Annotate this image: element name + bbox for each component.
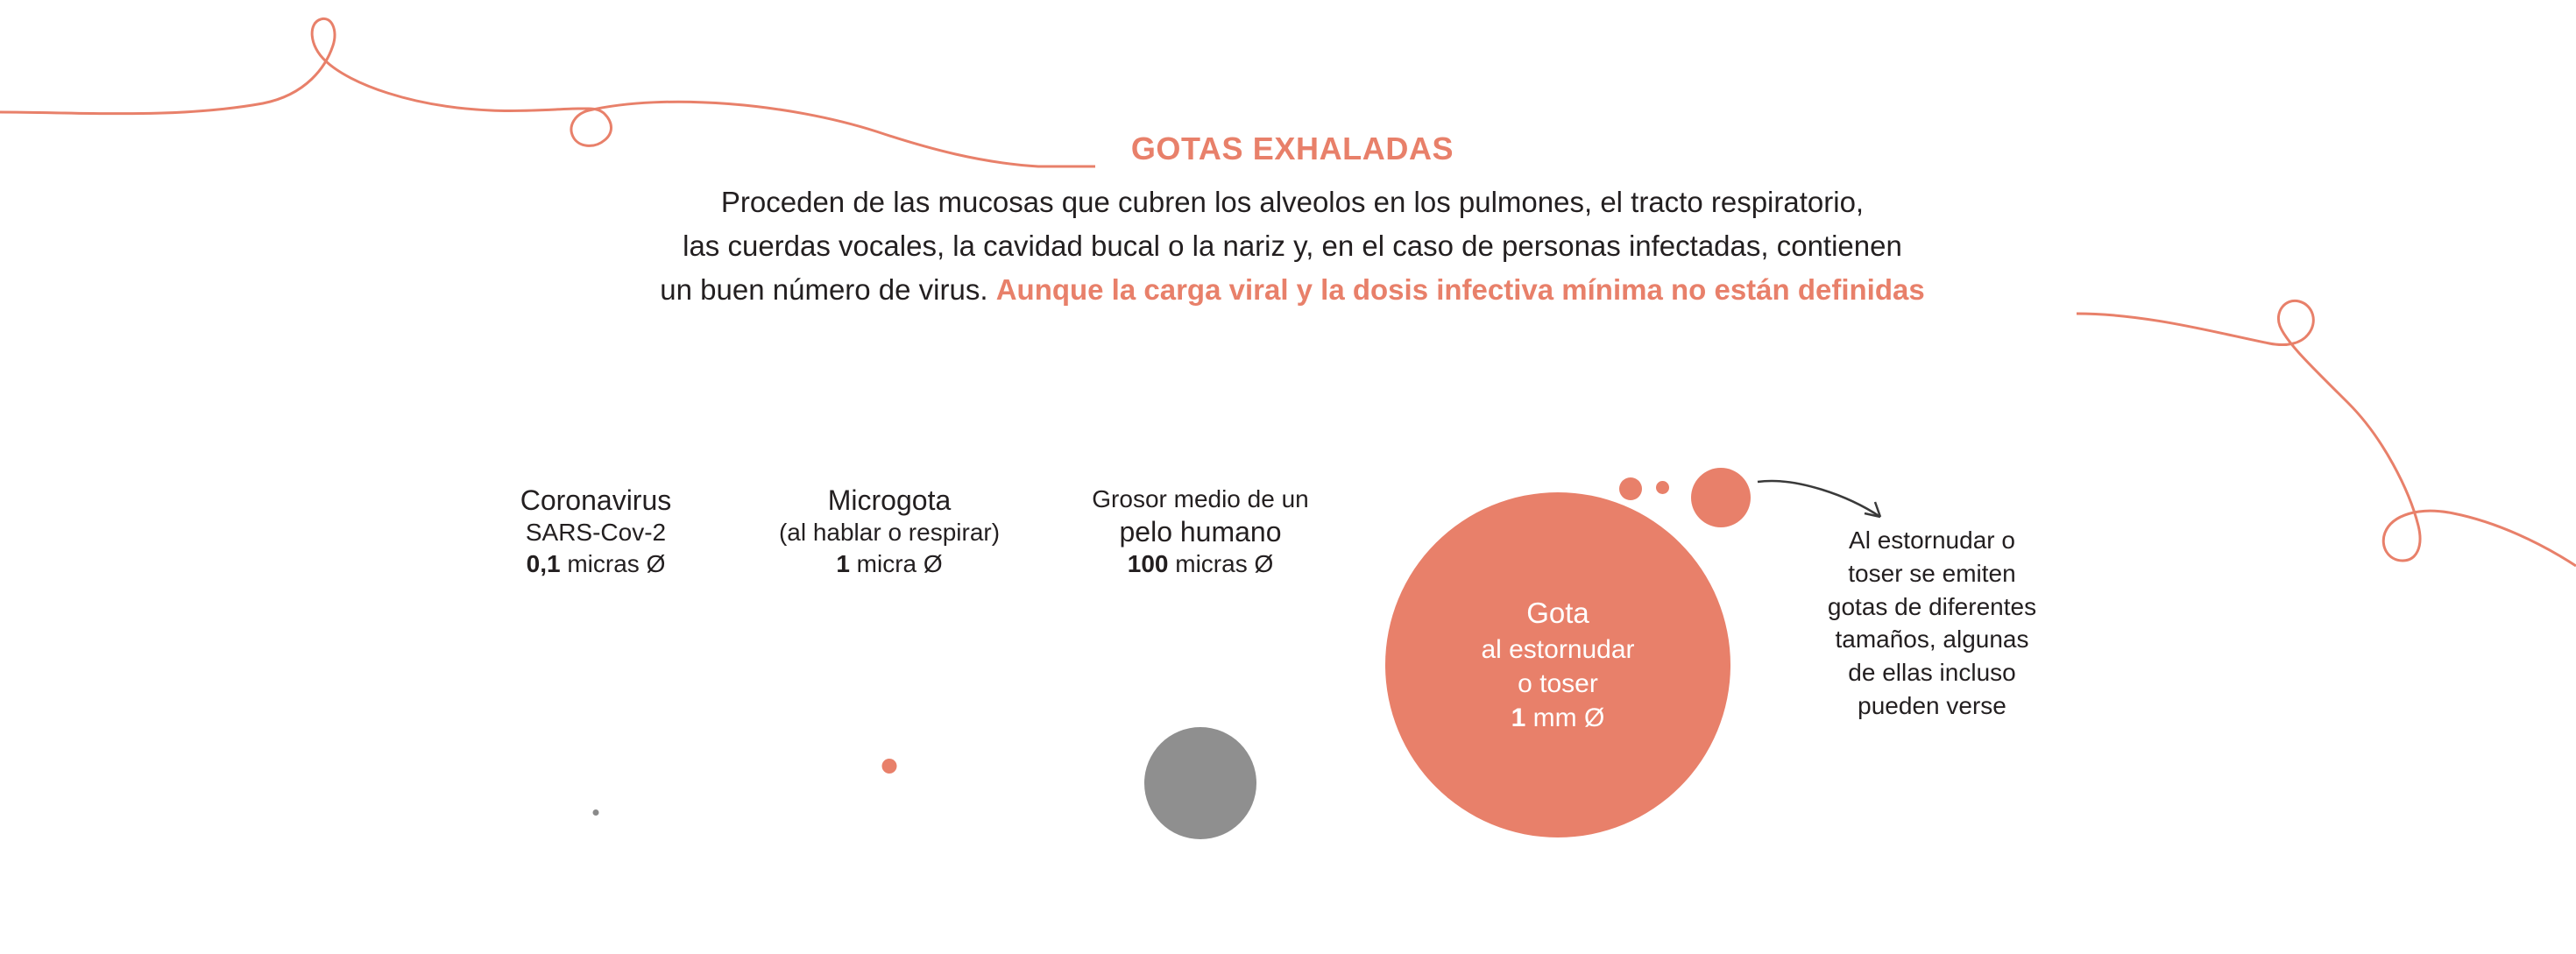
coronavirus-title: Coronavirus — [520, 484, 672, 516]
gota-size — [1481, 701, 1634, 735]
gota-size-unit: mm Ø — [1525, 703, 1605, 732]
gota-label-line-2: al estornudar — [1481, 634, 1635, 664]
intro-line-1: Proceden de las mucosas que cubren los alveolos en los pulmones, el tracto respiratorio, — [720, 185, 1865, 218]
annotation-line-3: gotas de diferentes — [1827, 592, 2037, 620]
annotation-text — [1770, 524, 2094, 723]
coronavirus-size-unit: micras Ø — [560, 550, 666, 578]
microgota-title: Microgota — [827, 484, 952, 516]
pelo-size — [1043, 548, 1358, 580]
coronavirus-subtitle: SARS-Cov-2 — [525, 519, 667, 547]
gota-label-line-1: Gota — [1526, 597, 1589, 630]
gota-pequena-mini-circle — [1656, 481, 1669, 494]
annotation-line-6: pueden verse — [1858, 691, 2006, 719]
header-block — [447, 131, 2138, 312]
microgota-dot-wrap — [718, 580, 1060, 755]
annotation-line-2: toser se emiten — [1848, 559, 2016, 587]
gota-label — [1481, 595, 1634, 735]
scale-item-pelo-humano — [1043, 484, 1358, 755]
pelo-title-line-1: Grosor medio de un — [1092, 485, 1309, 512]
scale-item-microgota — [718, 484, 1060, 755]
page-kicker: GOTAS EXHALADAS — [1130, 131, 1454, 166]
microgota-size-value: 1 — [836, 550, 850, 578]
pelo-size-unit: micras Ø — [1168, 550, 1274, 578]
gota-pequena-media-circle — [1619, 477, 1642, 500]
microgota-size — [718, 548, 1060, 580]
intro-line-3 — [447, 268, 2138, 312]
intro-line-3-highlight: Aunque la carga viral y la dosis infectiva mínima no están definidas — [995, 272, 1925, 306]
intro-line-3-plain: un buen número de virus. — [660, 272, 996, 306]
microgota-size-unit: micra Ø — [849, 550, 943, 578]
pelo-size-value: 100 — [1127, 550, 1169, 578]
microgota-circle — [882, 759, 897, 774]
pelo-title-line-2: pelo humano — [1119, 515, 1282, 548]
pelo-humano-circle — [1144, 727, 1256, 839]
scale-item-coronavirus — [456, 484, 736, 755]
coronavirus-dot-wrap — [456, 580, 736, 755]
coronavirus-size-value: 0,1 — [526, 550, 561, 578]
gota-size-value: 1 — [1511, 703, 1526, 732]
intro-line-2: las cuerdas vocales, la cavidad bucal o la nariz y, en el caso de personas infectadas, contienen — [683, 229, 1902, 262]
coronavirus-size — [456, 548, 736, 580]
gota-pequena-grande-circle — [1691, 468, 1751, 527]
annotation-line-4: tamaños, algunas — [1835, 625, 2029, 654]
annotation-line-5: de ellas incluso — [1848, 659, 2016, 687]
microgota-subtitle: (al hablar o respirar) — [778, 519, 1001, 547]
pelo-dot-wrap — [1043, 580, 1358, 755]
gota-circle — [1385, 492, 1730, 837]
coronavirus-circle — [593, 809, 599, 816]
annotation-line-1: Al estornudar o — [1849, 526, 2015, 554]
gota-label-line-3: o toser — [1518, 668, 1598, 698]
